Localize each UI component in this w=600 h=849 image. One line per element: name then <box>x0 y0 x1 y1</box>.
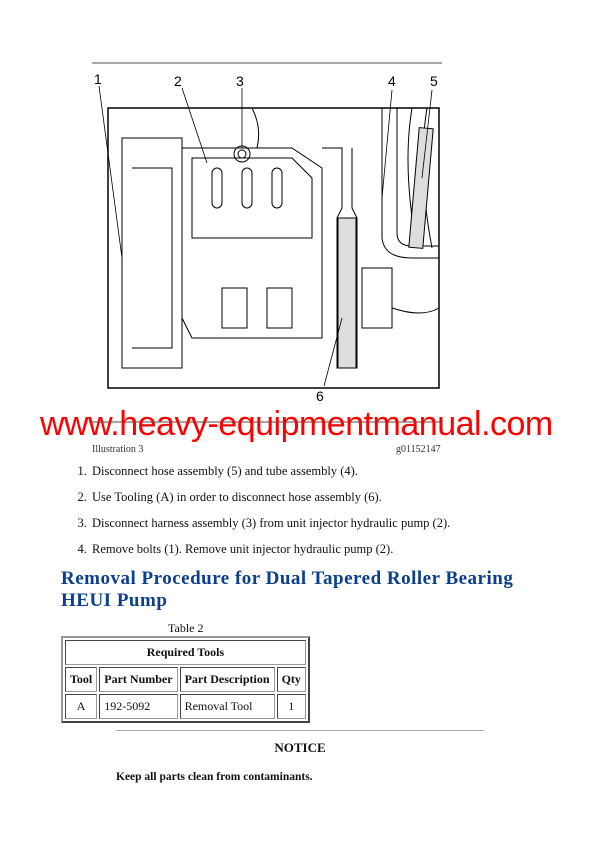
table-title: Required Tools <box>65 640 306 665</box>
cell-qty: 1 <box>277 694 306 719</box>
notice-text: Keep all parts clean from contaminants. <box>116 771 313 783</box>
section-title: Removal Procedure for Dual Tapered Roller Bearing HEUI Pump <box>61 568 514 611</box>
callout-1: 1 <box>94 71 102 87</box>
pump-illustration <box>92 68 442 408</box>
cell-part-number: 192-5092 <box>99 694 177 719</box>
table-caption: Table 2 <box>168 621 204 635</box>
column-header: Part Number <box>99 667 177 692</box>
table-row <box>65 694 306 719</box>
cell-part-description: Removal Tool <box>180 694 275 719</box>
step-item: 4. Remove bolts (1). Remove unit injector hydraulic pump (2). <box>90 536 450 562</box>
column-header: Qty <box>277 667 306 692</box>
callout-5: 5 <box>430 73 438 89</box>
column-header: Part Description <box>180 667 275 692</box>
step-item: 1. Disconnect hose assembly (5) and tube assembly (4). <box>90 458 450 484</box>
column-header: Tool <box>65 667 97 692</box>
required-tools-table <box>61 636 310 723</box>
illustration-caption: Illustration 3 <box>92 444 144 455</box>
notice-divider <box>116 730 484 731</box>
illustration-id: g01152147 <box>396 444 441 455</box>
watermark: www.heavy-equipmentmanual.com <box>40 405 553 443</box>
notice-title: NOTICE <box>274 740 326 755</box>
callout-3: 3 <box>236 73 244 89</box>
callout-6: 6 <box>316 388 324 404</box>
callout-4: 4 <box>388 73 396 89</box>
top-divider <box>92 62 442 64</box>
step-list <box>60 458 450 562</box>
callout-2: 2 <box>174 73 182 89</box>
cell-tool: A <box>65 694 97 719</box>
step-item: 3. Disconnect harness assembly (3) from unit injector hydraulic pump (2). <box>90 510 450 536</box>
step-item: 2. Use Tooling (A) in order to disconnect hose assembly (6). <box>90 484 450 510</box>
